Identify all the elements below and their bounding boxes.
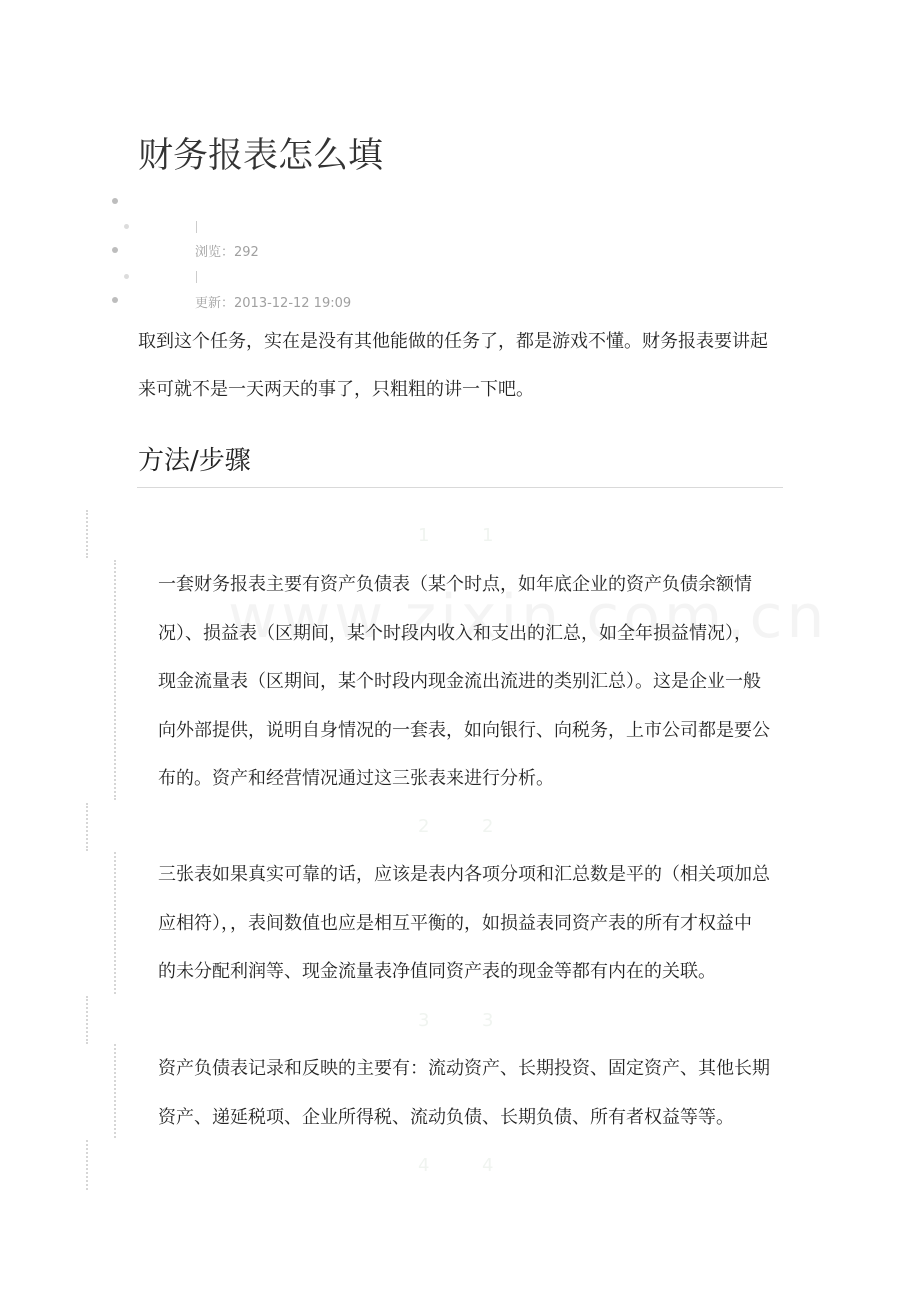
- bullet-dot: [112, 247, 118, 253]
- bullet-dot: [112, 297, 118, 303]
- section-heading: 方法/步骤: [138, 446, 251, 476]
- step-2-text: [158, 851, 788, 997]
- intro-line: 取到这个任务，实在是没有其他能做的任务了，都是游戏不懂。财务报表要讲起: [138, 331, 768, 352]
- step-number: 4: [482, 1155, 494, 1176]
- step-rail: [114, 1044, 116, 1138]
- step-rail: [114, 560, 116, 800]
- intro-line: 来可就不是一天两天的事了，只粗粗的讲一下吧。: [138, 379, 534, 400]
- section-divider: [137, 487, 783, 488]
- step-text-line: 现金流量表（区期间，某个时段内现金流出流进的类别汇总）。这是企业一般: [158, 671, 761, 692]
- step-number: 3: [482, 1010, 494, 1031]
- step-rail: [86, 803, 88, 851]
- step-1-text: [158, 561, 788, 804]
- step-number: 1: [482, 525, 494, 546]
- step-text-line: 布的。资产和经营情况通过这三张表来进行分析。: [158, 768, 554, 789]
- page-title: 财务报表怎么填: [138, 136, 384, 176]
- step-number: 3: [418, 1010, 430, 1031]
- bullet-dot: [124, 274, 129, 279]
- step-text-line: 的未分配利润等、现金流量表净值同资产表的现金等都有内在的关联。: [158, 961, 716, 982]
- step-text-line: 资产负债表记录和反映的主要有：流动资产、长期投资、固定资产、其他长期: [158, 1058, 770, 1079]
- separator: [196, 271, 197, 283]
- update-time: 更新：2013-12-12 19:09: [195, 296, 352, 311]
- step-rail: [86, 1140, 88, 1190]
- bullet-dot: [112, 198, 118, 204]
- step-text-line: 一套财务报表主要有资产负债表（某个时点，如年底企业的资产负债余额情: [158, 574, 752, 595]
- step-number: 2: [418, 816, 430, 837]
- step-rail: [86, 996, 88, 1044]
- step-text-line: 向外部提供，说明自身情况的一套表，如向银行、向税务，上市公司都是要公: [158, 719, 770, 741]
- step-text-line: 应相符），，表间数值也应是相互平衡的，如损益表同资产表的所有才权益中: [158, 912, 752, 934]
- step-rail: [114, 852, 116, 994]
- step-text-line: 况）、损益表（区期间，某个时段内收入和支出的汇总，如全年损益情况），: [158, 622, 752, 644]
- bullet-dot: [124, 224, 129, 229]
- step-text-line: 资产、递延税项、企业所得税、流动负债、长期负债、所有者权益等等。: [158, 1106, 734, 1128]
- step-number: 1: [418, 525, 430, 546]
- step-3-text: [158, 1045, 788, 1142]
- step-number: 2: [482, 816, 494, 837]
- separator: [196, 221, 197, 233]
- step-number: 4: [418, 1155, 430, 1176]
- step-text-line: 三张表如果真实可靠的话，应该是表内各项分项和汇总数是平的（相关项加总: [158, 864, 770, 885]
- view-count: 浏览：292: [195, 245, 259, 260]
- intro-paragraph: [138, 318, 788, 414]
- step-rail: [86, 510, 88, 558]
